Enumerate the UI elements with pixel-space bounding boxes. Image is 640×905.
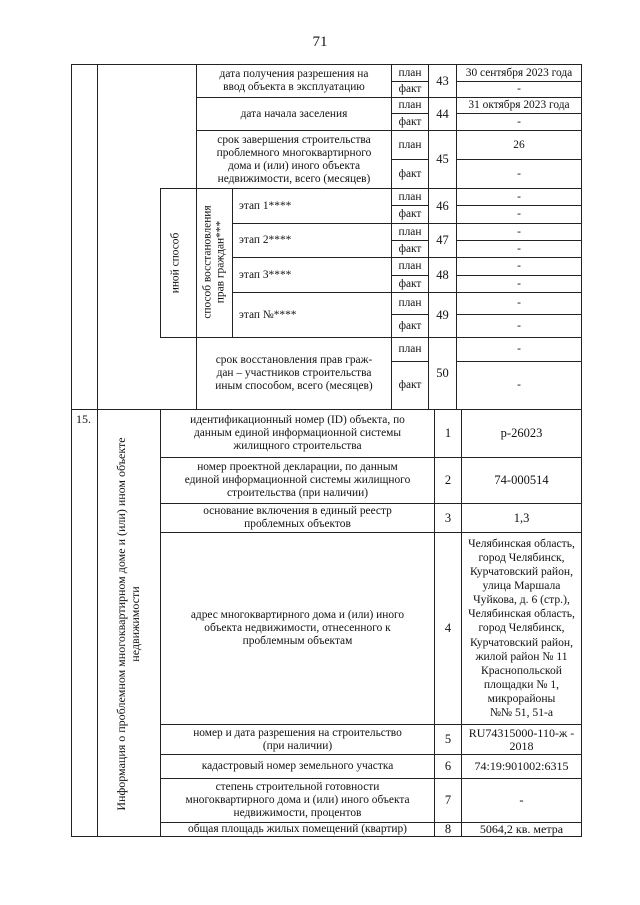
- obj-row-7-number: 7: [444, 793, 452, 807]
- row-50-number: 50: [436, 366, 449, 380]
- stage-3-fact-value: -: [517, 277, 521, 290]
- row-44-plan-value: 31 октября 2023 года: [468, 99, 570, 111]
- stage-n-plan-word: план: [398, 297, 422, 309]
- obj-row-8-number: 8: [444, 822, 452, 836]
- obj-row-7-label: степень строительной готовности многоквартирного дома и (или) иного объекта недвижимости, процентов: [185, 781, 410, 819]
- row-45-number: 45: [436, 152, 449, 166]
- row-44-label: дата начала заселения: [240, 107, 348, 120]
- obj-row-3-value: 1,3: [513, 510, 530, 525]
- row-50-plan-value: -: [517, 343, 521, 355]
- row-43-fact-word: факт: [398, 83, 422, 95]
- stage-1-number: 46: [436, 198, 449, 213]
- row-44-fact-value: -: [517, 115, 521, 128]
- stage-3-fact-word: факт: [398, 277, 422, 290]
- stage-n-fact-word: факт: [398, 319, 422, 332]
- row-50-plan-word: план: [398, 343, 422, 355]
- stage-1-fact-word: факт: [398, 208, 422, 220]
- obj-row-4-value: Челябинская область, город Челябинск, Курчатовский район, улица Маршала Чуйкова, д. 6 (стр.), Челябинская область, город Челябинск, Курчатовский район, жилой район № 11 Краснопольской площадки № 1, микрорайоны №№ 51, 51-а: [468, 536, 575, 720]
- stage-2-label: этап 2****: [239, 234, 292, 246]
- row-50-fact-value: -: [517, 379, 521, 391]
- stage-3-label: этап 3****: [239, 268, 292, 281]
- stage-2-number: 47: [436, 233, 449, 247]
- stage-1-fact-value: -: [517, 208, 521, 220]
- stage-2-plan-value: -: [517, 225, 521, 238]
- stage-1-label: этап 1****: [239, 199, 292, 212]
- row-44-plan-word: план: [398, 99, 422, 111]
- stage-3-number: 48: [436, 267, 449, 282]
- obj-row-2-value: 74-000514: [494, 473, 549, 487]
- obj-row-1-value: р-26023: [500, 426, 543, 440]
- row-45-fact-word: факт: [398, 167, 422, 180]
- section-label-problem-object-info: Информация о проблемном многоквартирном доме и (или) ином объекте недвижимости: [114, 437, 142, 811]
- row-50-fact-word: факт: [398, 379, 422, 391]
- stage-2-fact-value: -: [517, 242, 521, 255]
- subgroup-label-restoration-method: способ восстановления прав граждан***: [201, 205, 227, 319]
- obj-row-4-label: адрес многоквартирного дома и (или) иного объекта недвижимости, отнесенного к проблемным объектам: [190, 609, 405, 647]
- stage-1-plan-value: -: [517, 190, 521, 203]
- row-43-plan-word: план: [398, 66, 422, 79]
- row-45-plan-value: 26: [513, 138, 525, 151]
- obj-row-1-number: 1: [444, 426, 452, 440]
- obj-row-8-value: 5064,2 кв. метра: [479, 822, 564, 836]
- row-50-label: срок восстановления прав граж- дан – участников строительства иным способом, всего (месяцев): [215, 354, 373, 392]
- obj-row-2-number: 2: [444, 473, 452, 487]
- stage-n-label: этап №****: [239, 308, 297, 321]
- group-label-other-method: иной способ: [169, 232, 181, 294]
- page-number: 71: [312, 34, 328, 50]
- row-45-fact-value: -: [517, 167, 521, 180]
- section-index: 15.: [76, 411, 91, 426]
- stage-3-plan-word: план: [398, 260, 422, 272]
- row-43-plan-value: 30 сентября 2023 года: [465, 66, 573, 79]
- obj-row-5-number: 5: [444, 732, 452, 746]
- obj-row-1-label: идентификационный номер (ID) объекта, по данным единой информационной системы жилищного строительства: [190, 414, 405, 452]
- obj-row-6-number: 6: [444, 759, 452, 773]
- row-43-label: дата получения разрешения на ввод объекта в эксплуатацию: [219, 68, 369, 93]
- row-44-number: 44: [436, 106, 449, 121]
- obj-row-7-value: -: [519, 793, 524, 807]
- stage-2-plan-word: план: [398, 225, 422, 238]
- stage-n-plan-value: -: [517, 297, 521, 309]
- obj-row-5-value: RU74315000-110-ж - 2018: [468, 725, 575, 753]
- row-43-fact-value: -: [517, 83, 521, 95]
- obj-row-2-label: номер проектной декларации, по данным единой информационной системы жилищного строительства (при наличии): [184, 461, 411, 499]
- obj-row-5-label: номер и дата разрешения на строительство (при наличии): [193, 726, 402, 752]
- obj-row-8-label: общая площадь жилых помещений (квартир): [188, 823, 407, 835]
- row-45-plan-word: план: [398, 138, 422, 151]
- stage-1-plan-word: план: [398, 190, 422, 203]
- stage-2-fact-word: факт: [398, 242, 422, 255]
- obj-row-3-label: основание включения в единый реестр проблемных объектов: [203, 505, 392, 530]
- stage-n-number: 49: [436, 307, 449, 322]
- stage-n-fact-value: -: [517, 319, 521, 332]
- row-44-fact-word: факт: [398, 115, 422, 128]
- row-45-label: срок завершения строительства проблемного многоквартирного дома и (или) иного объекта недвижимости, всего (месяцев): [216, 133, 372, 185]
- obj-row-3-number: 3: [444, 510, 452, 525]
- obj-row-4-number: 4: [444, 621, 452, 635]
- obj-row-6-label: кадастровый номер земельного участка: [201, 760, 394, 772]
- stage-3-plan-value: -: [517, 260, 521, 272]
- obj-row-6-value: 74:19:901002:6315: [474, 759, 569, 773]
- row-43-number: 43: [436, 73, 449, 88]
